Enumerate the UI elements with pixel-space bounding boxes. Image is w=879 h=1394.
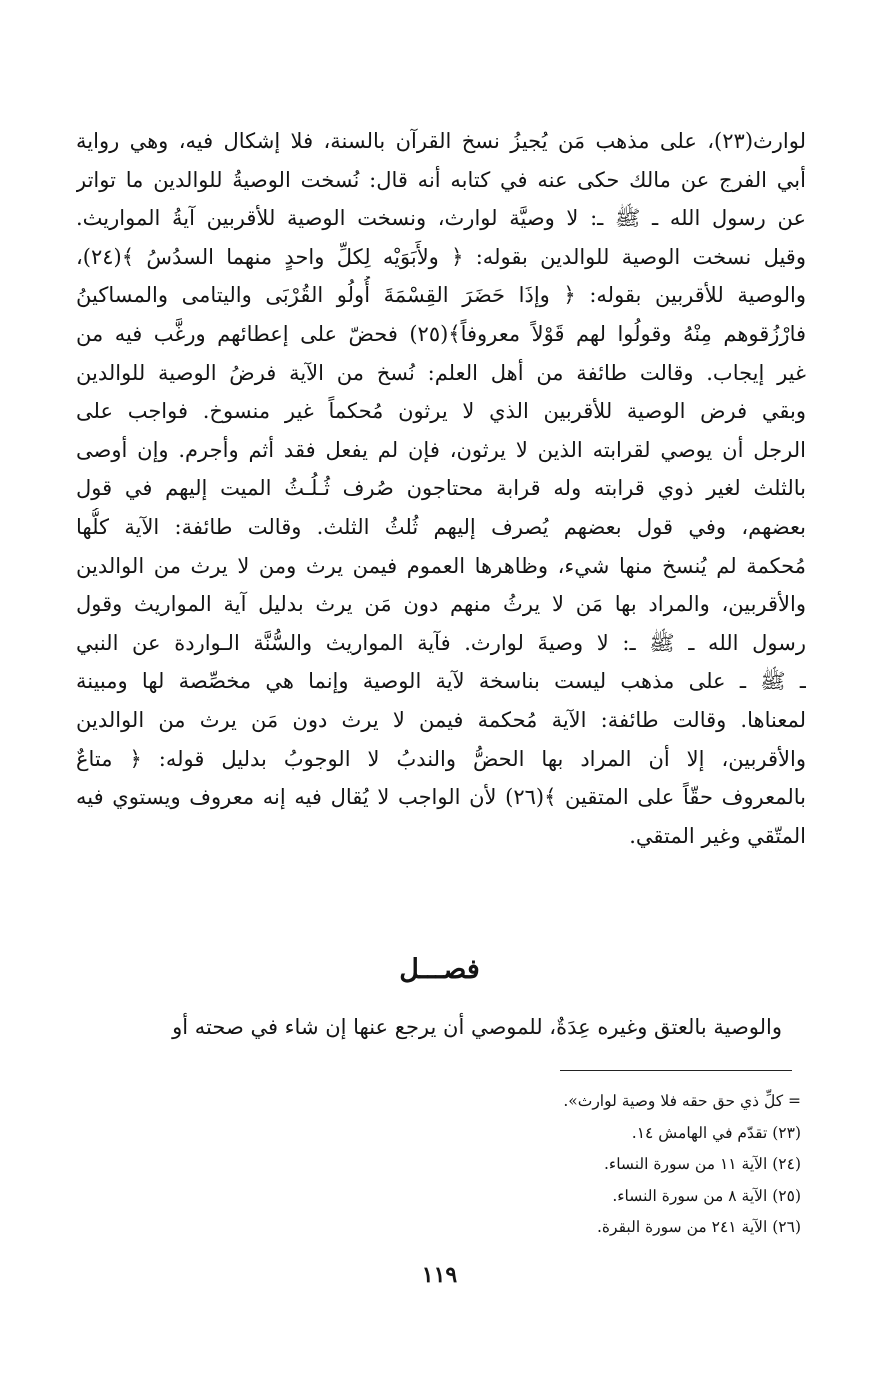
section-first-line-text: والوصية بالعتق وغيره عِدَةٌ، للموصي أن يرجع عنها إن شاء في صحته أو (172, 1015, 782, 1039)
footnote-separator (560, 1070, 792, 1071)
text-line: لوارث(٢٣)، على مذهب مَن يُجيزُ نسخ القرآن بالسنة، فلا إشكال فيه، وهي رواية (76, 129, 806, 153)
text-line: غير إيجاب. وقالت طائفة من أهل العلم: نُسخ من الآية فرضُ الوصية للوالدين (76, 360, 806, 385)
footnotes-block (76, 1086, 801, 1244)
text-line: رسول الله ـ ﷺ ـ: لا وصيةَ لوارث. فآية المواريث والسُّنَّة الـواردة عن النبي (76, 630, 806, 655)
text-line: وقيل نسخت الوصية للوالدين بقوله: ﴿ ولأَبَوَيْه لِكلِّ واحدٍ منهما السدُسُ ﴾(٢٤)، (76, 244, 806, 269)
text-line: والأقربين، والمراد بها مَن لا يرثُ منهم دون مَن يرث بدليل آية المواريث وقول (76, 592, 806, 617)
text-line: الرجل أن يوصي لقرابته الذين لا يرثون، فإن لم يفعل فقد أثم وأجرم. وإن أوصى (76, 437, 806, 462)
text-line: لمعناها. وقالت طائفة: الآية مُحكمة فيمن لا يرث دون مَن يرث من الوالدين (76, 707, 806, 732)
section-heading: فصـــل (399, 954, 480, 985)
text-line: المتّقي وغير المتقي. (629, 823, 806, 848)
text-line: أبي الفرج عن مالك حكى عنه في كتابه أنه قال: نُسخت الوصيةُ للوالدين ما تواتر (76, 167, 806, 192)
text-line: بالثلث لغير ذوي قرابته وله قرابة محتاجون صُرف ثُـلُـثُ الميت إليهم في قول (76, 476, 806, 501)
text-line: ـ ﷺ ـ على مذهب ليست بناسخة لآية الوصية وإنما هي مخصِّصة لها ومبينة (76, 669, 806, 694)
footnote-23: (٢٣) تقدّم في الهامش ١٤. (631, 1123, 801, 1142)
footnote-25: (٢٥) الآية ٨ من سورة النساء. (612, 1186, 801, 1205)
footnote-24: (٢٤) الآية ١١ من سورة النساء. (603, 1155, 801, 1173)
text-line: فارْزُقوهم مِنْهُ وقولُوا لهم قَوْلاً معروفاً﴾(٢٥) فحضّ على إعطائهم ورغَّب فيه من (76, 321, 806, 346)
text-line: والوصية للأقربين بقوله: ﴿ وإذَا حَضَرَ القِسْمَةَ أُولُو القُرْبَى واليتامى والمساكينُ (76, 283, 806, 308)
footnote-continuation: = كلِّ ذي حق حقه فلا وصية لوارث». (563, 1092, 801, 1110)
footnote-26: (٢٦) الآية ٢٤١ من سورة البقرة. (596, 1218, 801, 1236)
text-line: بعضهم، وفي قول بعضهم يُصرف إليهم ثُلثُ الثلث. وقالت طائفة: الآية كلُّها (76, 514, 806, 539)
text-line: والأقربين، إلا أن المراد بها الحضُّ والندبُ لا الوجوبُ بدليل قوله: ﴿ متاعٌ (76, 746, 806, 771)
section-first-line (76, 1008, 806, 1046)
page-number: ١١٩ (421, 1262, 458, 1288)
text-line: مُحكمة لم يُنسخ منها شيء، وظاهرها العموم فيمن يرث ومن لا يرث من الوالدين (76, 553, 806, 578)
text-line: وبقي فرض الوصية للأقربين الذي لا يرثون مُحكماً غير منسوخ. فواجب على (76, 399, 806, 424)
text-line: بالمعروف حقّاً على المتقين ﴾(٢٦) لأن الواجب لا يُقال فيه إنه معروف ويستوي فيه (76, 785, 806, 810)
main-text-block (76, 122, 806, 855)
text-line: عن رسول الله ـ ﷺ ـ: لا وصيَّة لوارث، ونسخت الوصية للأقربين آيةُ المواريث. (76, 206, 806, 231)
